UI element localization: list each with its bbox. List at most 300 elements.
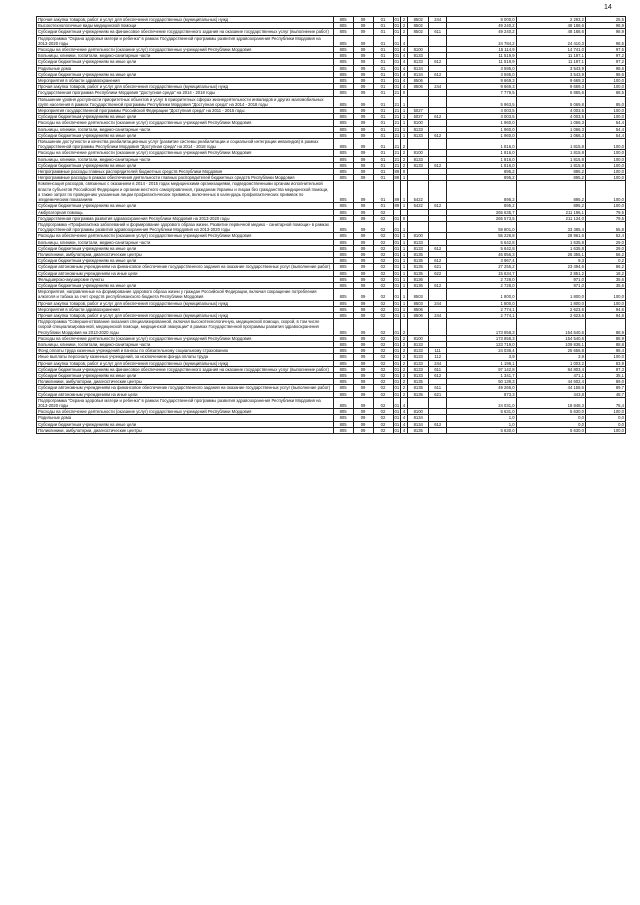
expense-name: Больницы, клиники, госпитали, медико-санитарные части xyxy=(37,53,334,59)
subsection-code: 01 xyxy=(373,181,393,203)
actual-amount: 23 494,6 xyxy=(516,264,585,270)
ministry-code: 805 xyxy=(333,270,353,276)
planned-amount: 3,9 xyxy=(447,354,516,360)
subprogram-code: 1 xyxy=(400,233,407,239)
expense-name: Расходы на обеспечение деятельности (оказание услуг) государственных учреждений Республики Мордовия xyxy=(37,150,334,156)
subsection-code: 02 xyxy=(373,215,393,221)
expense-type-code xyxy=(429,221,447,232)
subprogram-code: 1 xyxy=(400,126,407,132)
expense-name: Субсидии автономным учреждениям на иные цели xyxy=(37,270,334,276)
execution-percent: 88,5 xyxy=(585,90,625,96)
target-code: 8133 xyxy=(408,53,429,59)
subprogram-code: 2 xyxy=(400,29,407,35)
planned-amount: 265 573,5 xyxy=(447,215,516,221)
subprogram-code: 2 xyxy=(400,348,407,354)
actual-amount: 5 630,0 xyxy=(516,409,585,415)
subprogram-code: 2 xyxy=(400,341,407,347)
program-code: 21 xyxy=(394,162,400,168)
subprogram-code: 2 xyxy=(400,335,407,341)
expense-name: Фельдшерско-акушерские пункты xyxy=(37,276,334,282)
ministry-code: 805 xyxy=(333,341,353,347)
planned-amount: 55 226,8 xyxy=(447,233,516,239)
section-code: 09 xyxy=(353,35,373,46)
expense-name: Больницы, клиники, госпитали, медико-санитарные части xyxy=(37,239,334,245)
subprogram-code: 2 xyxy=(400,17,407,23)
subprogram-code: 4 xyxy=(400,409,407,415)
execution-percent: 35,1 xyxy=(585,372,625,378)
subsection-code: 02 xyxy=(373,300,393,306)
section-code: 09 xyxy=(353,126,373,132)
planned-amount: 3 595,0 xyxy=(447,71,516,77)
expense-name: Больницы, клиники, госпитали, медико-санитарные части xyxy=(37,341,334,347)
expense-name: Субсидии бюджетным учреждениям на иные цели xyxy=(37,132,334,138)
target-code: 8135 xyxy=(408,251,429,257)
subsection-code: 02 xyxy=(373,289,393,300)
program-code: 01 xyxy=(394,47,400,53)
execution-percent: 79,5 xyxy=(585,215,625,221)
execution-percent: 98,6 xyxy=(585,71,625,77)
subprogram-code: 0 xyxy=(400,169,407,175)
subsection-code: 01 xyxy=(373,29,393,35)
ministry-code: 805 xyxy=(333,96,353,107)
program-code: 01 xyxy=(394,78,400,84)
subprogram-code: 2 xyxy=(400,162,407,168)
expense-type-code xyxy=(429,139,447,150)
execution-percent: 87,3 xyxy=(585,366,625,372)
subsection-code: 01 xyxy=(373,156,393,162)
subsection-code: 02 xyxy=(373,239,393,245)
subprogram-code: 4 xyxy=(400,427,407,433)
subsection-code: 02 xyxy=(373,341,393,347)
program-code: 01 xyxy=(394,239,400,245)
target-code xyxy=(408,221,429,232)
expense-type-code: 612 xyxy=(429,162,447,168)
execution-percent: 78,4 xyxy=(585,397,625,408)
subprogram-code: 1 xyxy=(400,282,407,288)
actual-amount: 1 635,8 xyxy=(516,239,585,245)
program-code: 01 xyxy=(393,289,400,300)
execution-percent: 88,8 xyxy=(585,341,625,347)
execution-percent: 97,2 xyxy=(585,59,625,65)
program-code: 01 xyxy=(394,372,400,378)
target-code: 8100 xyxy=(408,335,429,341)
subprogram-code: 4 xyxy=(400,415,407,421)
subsection-code: 01 xyxy=(373,132,393,138)
execution-percent: 0,2 xyxy=(585,258,625,264)
execution-percent: 0,0 xyxy=(585,415,625,421)
expense-type-code: 244 xyxy=(429,360,447,366)
planned-amount: 2 774,1 xyxy=(447,306,516,312)
subsection-code: 02 xyxy=(373,427,393,433)
expense-name: Расходы на обеспечение деятельности (оказание услуг) государственных учреждений Республики Мордовия xyxy=(37,409,334,415)
subprogram-code: 2 xyxy=(400,156,407,162)
subsection-code: 01 xyxy=(373,126,393,132)
execution-percent: 48,7 xyxy=(585,391,625,397)
program-code: 01 xyxy=(393,35,400,46)
expense-name: Мероприятия в области здравоохранения xyxy=(37,78,334,84)
ministry-code: 805 xyxy=(333,319,353,336)
actual-amount: 971,0 xyxy=(516,282,585,288)
ministry-code: 805 xyxy=(333,282,353,288)
execution-percent: 55,8 xyxy=(585,221,625,232)
section-code: 09 xyxy=(353,391,373,397)
expense-name: Субсидии бюджетным учреждениям на иные цели xyxy=(37,282,334,288)
table-row xyxy=(37,96,626,107)
program-code: 01 xyxy=(394,233,400,239)
program-code: 01 xyxy=(394,385,400,391)
ministry-code: 805 xyxy=(333,162,353,168)
ministry-code: 805 xyxy=(333,29,353,35)
expense-name: Субсидии бюджетным учреждениям на иные цели xyxy=(37,71,334,77)
planned-amount: 5 631,0 xyxy=(447,409,516,415)
subsection-code: 01 xyxy=(373,84,393,90)
execution-percent: 97,2 xyxy=(585,53,625,59)
execution-percent: 100,0 xyxy=(585,162,625,168)
section-code: 09 xyxy=(353,23,373,29)
subprogram-code: 2 xyxy=(400,139,407,150)
expense-name: Субсидии автономным учреждениям на финансовое обеспечение государственного задания на оказание государственных услуг (выполнение работ) xyxy=(37,385,334,391)
expense-type-code: 621 xyxy=(429,264,447,270)
execution-percent: 54,4 xyxy=(585,126,625,132)
table-row xyxy=(37,221,626,232)
section-code: 09 xyxy=(353,65,373,71)
execution-percent: 35,6 xyxy=(585,282,625,288)
planned-amount: 49 240,2 xyxy=(447,23,516,29)
section-code: 09 xyxy=(353,114,373,120)
program-code: 01 xyxy=(394,427,400,433)
expense-name: Прочая закупка товаров, работ и услуг для обеспечения государственных (муниципальных) нужд xyxy=(37,84,334,90)
program-code: 01 xyxy=(394,341,400,347)
subprogram-code: 1 xyxy=(400,108,407,114)
subprogram-code: 1 xyxy=(400,270,407,276)
actual-amount: 9,3 xyxy=(516,258,585,264)
section-code: 09 xyxy=(353,385,373,391)
program-code: 01 xyxy=(394,391,400,397)
planned-amount: 1 800,0 xyxy=(447,300,516,306)
actual-amount: 24 410,3 xyxy=(516,35,585,46)
section-code: 09 xyxy=(353,421,373,427)
section-code: 09 xyxy=(353,276,373,282)
actual-amount: 11 197,1 xyxy=(516,59,585,65)
section-code: 09 xyxy=(353,312,373,318)
section-code: 09 xyxy=(353,233,373,239)
execution-percent: 100,0 xyxy=(585,181,625,203)
execution-percent: 98,9 xyxy=(585,29,625,35)
subprogram-code: 2 xyxy=(400,391,407,397)
planned-amount: 1 960,0 xyxy=(447,132,516,138)
actual-amount: 211 134,0 xyxy=(516,215,585,221)
section-code: 09 xyxy=(353,96,373,107)
target-code: 5027 xyxy=(408,114,429,120)
target-code: 5027 xyxy=(408,108,429,114)
execution-percent: 54,4 xyxy=(585,120,625,126)
section-code: 09 xyxy=(353,59,373,65)
ministry-code: 805 xyxy=(333,108,353,114)
target-code: 8134 xyxy=(408,421,429,427)
execution-percent: 100,0 xyxy=(585,354,625,360)
ministry-code: 805 xyxy=(333,427,353,433)
expense-type-code xyxy=(429,289,447,300)
subsection-code: 01 xyxy=(373,59,393,65)
program-code: 01 xyxy=(394,29,400,35)
planned-amount: 50 139,3 xyxy=(447,379,516,385)
execution-percent: 100,0 xyxy=(585,78,625,84)
actual-amount: 5 069,8 xyxy=(516,96,585,107)
subsection-code: 01 xyxy=(373,114,393,120)
section-code: 09 xyxy=(353,348,373,354)
execution-percent: 56,2 xyxy=(585,251,625,257)
subprogram-code: 1 xyxy=(400,181,407,203)
subsection-code: 01 xyxy=(373,47,393,53)
subprogram-code: 1 xyxy=(400,175,407,181)
planned-amount: 1 816,0 xyxy=(447,156,516,162)
planned-amount: 49 266,0 xyxy=(447,385,516,391)
planned-amount: 27 255,2 xyxy=(447,264,516,270)
execution-percent: 100,0 xyxy=(585,409,625,415)
subsection-code: 02 xyxy=(373,264,393,270)
actual-amount: 9 669,3 xyxy=(516,78,585,84)
planned-amount: 1 800,0 xyxy=(447,289,516,300)
actual-amount: 1 066,3 xyxy=(516,120,585,126)
actual-amount: 895,2 xyxy=(516,169,585,175)
section-code: 09 xyxy=(353,264,373,270)
subprogram-code: 1 xyxy=(400,114,407,120)
actual-amount: 1 066,3 xyxy=(516,126,585,132)
program-code: 01 xyxy=(393,319,400,336)
program-code: 01 xyxy=(393,397,400,408)
actual-amount: 443,8 xyxy=(516,391,585,397)
ministry-code: 805 xyxy=(333,203,353,209)
expense-name: Непрограммные расходы главных распорядителей бюджетных средств Республики Мордовия xyxy=(37,169,334,175)
subprogram-code: 1 xyxy=(400,251,407,257)
section-code: 09 xyxy=(353,397,373,408)
program-code: 89 xyxy=(394,169,400,175)
expense-type-code xyxy=(429,427,447,433)
expense-type-code: 612 xyxy=(429,245,447,251)
table-row xyxy=(37,289,626,300)
expense-type-code: 244 xyxy=(429,17,447,23)
section-code: 09 xyxy=(353,335,373,341)
planned-amount: 123 719,0 xyxy=(447,341,516,347)
ministry-code: 805 xyxy=(333,239,353,245)
subsection-code: 01 xyxy=(373,175,393,181)
subsection-code: 02 xyxy=(373,354,393,360)
planned-amount: 1 816,0 xyxy=(447,150,516,156)
expense-type-code: 244 xyxy=(429,312,447,318)
expense-name: Мероприятия, направленные на формирование здорового образа жизни у граждан Российской Федерации, включая сокращение потребления алкоголя и табака за счет средств республиканского бюджета Республики Мордовия xyxy=(37,289,334,300)
ministry-code: 805 xyxy=(333,35,353,46)
execution-percent: 29,0 xyxy=(585,245,625,251)
subsection-code: 02 xyxy=(373,360,393,366)
expense-type-code xyxy=(429,319,447,336)
target-code: 5422 xyxy=(408,203,429,209)
target-code: 8133 xyxy=(408,162,429,168)
target-code: 8506 xyxy=(408,84,429,90)
subprogram-code: 1 xyxy=(400,300,407,306)
planned-amount: 2 728,0 xyxy=(447,282,516,288)
subprogram-code: 4 xyxy=(400,78,407,84)
subprogram-code: 1 xyxy=(400,239,407,245)
ministry-code: 805 xyxy=(333,71,353,77)
planned-amount: 895,2 xyxy=(447,203,516,209)
expense-type-code: 612 xyxy=(429,421,447,427)
section-code: 09 xyxy=(353,132,373,138)
actual-amount: 1 815,8 xyxy=(516,150,585,156)
expense-name: Мероприятия государственной программы Российской Федерации "Доступная среда" на 2011 - 2015 годы xyxy=(37,108,334,114)
target-code: 8100 xyxy=(408,47,429,53)
expense-type-code: 612 xyxy=(429,203,447,209)
expense-name: Больницы, клиники, госпитали, медико-санитарные части xyxy=(37,126,334,132)
target-code: 8506 xyxy=(408,78,429,84)
target-code: 8133 xyxy=(408,132,429,138)
planned-amount: 3 967,4 xyxy=(447,258,516,264)
expense-name: Повышение доступности и качества реабилитационных услуг (развитие системы реабилитации и социальной интеграции инвалидов) в рамках Государственной программы Республики Мордовия "Доступная среда" на 2014 - 2018 годы xyxy=(37,139,334,150)
expense-type-code: 612 xyxy=(429,282,447,288)
expense-name: Родильные дома xyxy=(37,415,334,421)
ministry-code: 805 xyxy=(333,150,353,156)
expense-name: Подпрограмма «Профилактика заболеваний и формирование здорового образа жизни. Развитие первичной медико - санитарной помощи» в рамках Государственной программы развития здравоохранения Республики Мордовия на 2013-2020 годы xyxy=(37,221,334,232)
target-code: 8133 xyxy=(408,354,429,360)
planned-amount: 265 635,7 xyxy=(447,209,516,215)
expense-name: Прочая закупка товаров, работ и услуг для обеспечения государственных (муниципальных) нужд xyxy=(37,300,334,306)
subsection-code: 02 xyxy=(373,312,393,318)
program-code: 89 xyxy=(394,175,400,181)
ministry-code: 805 xyxy=(333,215,353,221)
execution-percent: 88,9 xyxy=(585,319,625,336)
expense-name: Субсидии бюджетным учреждениям на иные цели xyxy=(37,372,334,378)
program-code: 89 xyxy=(393,181,400,203)
subsection-code: 02 xyxy=(373,415,393,421)
target-code xyxy=(408,139,429,150)
execution-percent: 25,5 xyxy=(585,17,625,23)
actual-amount: 109 838,1 xyxy=(516,341,585,347)
expense-type-code xyxy=(429,181,447,203)
section-code: 09 xyxy=(353,175,373,181)
subsection-code: 02 xyxy=(373,397,393,408)
subsection-code: 01 xyxy=(373,78,393,84)
ministry-code: 805 xyxy=(333,209,353,215)
program-code: 01 xyxy=(394,71,400,77)
section-code: 09 xyxy=(353,372,373,378)
program-code: 01 xyxy=(394,215,400,221)
ministry-code: 805 xyxy=(333,276,353,282)
program-code: 21 xyxy=(393,96,400,107)
ministry-code: 805 xyxy=(333,156,353,162)
subsection-code: 02 xyxy=(373,233,393,239)
program-code: 21 xyxy=(394,150,400,156)
table-row xyxy=(37,427,626,433)
subprogram-code: 4 xyxy=(400,84,407,90)
subprogram-code: 1 xyxy=(400,96,407,107)
planned-amount: 15 114,9 xyxy=(447,47,516,53)
program-code: 21 xyxy=(394,120,400,126)
actual-amount: 3 543,9 xyxy=(516,65,585,71)
subprogram-code: 2 xyxy=(400,354,407,360)
subsection-code: 02 xyxy=(373,270,393,276)
program-code: 01 xyxy=(394,312,400,318)
target-code: 8503 xyxy=(408,289,429,300)
actual-amount: 25 656,8 xyxy=(516,348,585,354)
expense-type-code: 622 xyxy=(429,270,447,276)
actual-amount: 44 602,4 xyxy=(516,379,585,385)
section-code: 09 xyxy=(353,78,373,84)
subprogram-code: 1 xyxy=(400,276,407,282)
subprogram-code: 1 xyxy=(400,132,407,138)
actual-amount: 33 385,4 xyxy=(516,221,585,232)
actual-amount: 9 669,3 xyxy=(516,84,585,90)
section-code: 09 xyxy=(353,53,373,59)
ministry-code: 805 xyxy=(333,372,353,378)
expense-name: Высокотехнологичные виды медицинской помощи xyxy=(37,23,334,29)
ministry-code: 805 xyxy=(333,233,353,239)
execution-percent: 98,9 xyxy=(585,23,625,29)
target-code: 8100 xyxy=(408,120,429,126)
ministry-code: 805 xyxy=(333,409,353,415)
program-code: 01 xyxy=(394,17,400,22)
target-code xyxy=(408,319,429,336)
target-code: 8133 xyxy=(408,239,429,245)
execution-percent: 100,0 xyxy=(585,300,625,306)
planned-amount: 1 341,7 xyxy=(447,372,516,378)
expense-name: Мероприятия в области здравоохранения xyxy=(37,306,334,312)
ministry-code: 805 xyxy=(333,379,353,385)
actual-amount: 971,0 xyxy=(516,276,585,282)
planned-amount: 4 003,5 xyxy=(447,108,516,114)
subprogram-code: 1 xyxy=(400,312,407,318)
section-code: 09 xyxy=(353,90,373,96)
execution-percent: 100,0 xyxy=(585,114,625,120)
subsection-code: 01 xyxy=(373,65,393,71)
program-code: 01 xyxy=(394,306,400,312)
expense-name: Компенсация расходов, связанных с оказанием в 2014 - 2015 годах медицинскими организациями, подведомственными органам исполнительной власти субъектов Российской Федерации и органам местного самоуправления, гражданам Украины и лицам без гражданства медицинской помощи, а также затрат по проведению указанным лицам профилактических прививок, включенных в календарь профилактических прививок по эпидемическим показаниям xyxy=(37,181,334,203)
expense-name: Подпрограмма "Охрана здоровья матери и ребенка" в рамках Государственной программы развития здравоохранения Республики Мордовия на 2013-2020 годы xyxy=(37,35,334,46)
subprogram-code: 4 xyxy=(400,397,407,408)
program-code: 21 xyxy=(393,139,400,150)
section-code: 09 xyxy=(353,108,373,114)
ministry-code: 805 xyxy=(333,289,353,300)
actual-amount: 1 800,0 xyxy=(516,300,585,306)
subprogram-code: 1 xyxy=(400,120,407,126)
expense-name: Расходы на обеспечение деятельности (оказание услуг) государственных учреждений Республики Мордовия xyxy=(37,233,334,239)
program-code: 21 xyxy=(394,132,400,138)
planned-amount: 4 003,5 xyxy=(447,114,516,120)
ministry-code: 805 xyxy=(333,348,353,354)
actual-amount: 4 003,5 xyxy=(516,114,585,120)
expense-name: Субсидии бюджетным учреждениям на иные цели xyxy=(37,421,334,427)
subsection-code: 01 xyxy=(373,139,393,150)
subprogram-code: 1 xyxy=(400,203,407,209)
actual-amount: 2 851,2 xyxy=(516,270,585,276)
section-code: 09 xyxy=(353,169,373,175)
section-code: 09 xyxy=(353,203,373,209)
subsection-code: 01 xyxy=(373,35,393,46)
subprogram-code: 4 xyxy=(400,53,407,59)
ministry-code: 805 xyxy=(333,421,353,427)
actual-amount: 154 540,6 xyxy=(516,335,585,341)
actual-amount: 6 885,6 xyxy=(516,90,585,96)
execution-percent: 89,0 xyxy=(585,379,625,385)
ministry-code: 805 xyxy=(333,126,353,132)
expense-name: Государственная программа развития здравоохранения Республики Мордовия на 2013-2020 годы xyxy=(37,215,334,221)
execution-percent: 85,0 xyxy=(585,96,625,107)
section-code: 09 xyxy=(353,366,373,372)
ministry-code: 805 xyxy=(333,23,353,29)
actual-amount: 1 066,3 xyxy=(516,132,585,138)
target-code: 8133 xyxy=(408,156,429,162)
target-code: 8503 xyxy=(408,300,429,306)
ministry-code: 805 xyxy=(333,415,353,421)
target-code xyxy=(408,35,429,46)
